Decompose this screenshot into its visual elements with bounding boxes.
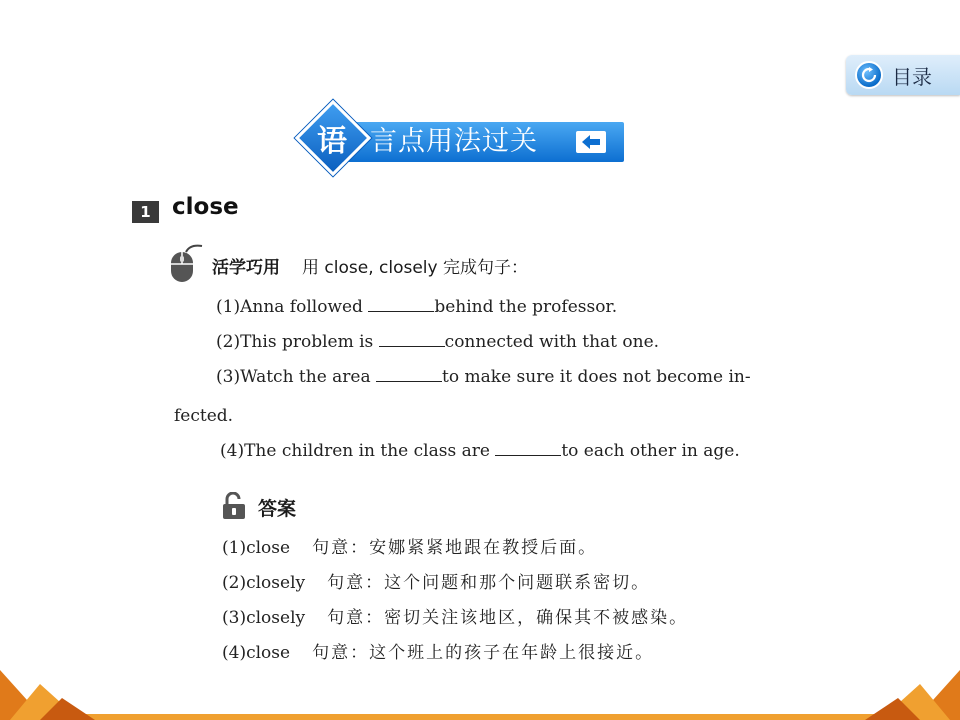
toc-button[interactable] <box>846 55 960 95</box>
question-3 <box>216 367 751 387</box>
question-text: Anna followed <box>240 297 369 317</box>
answer-3 <box>222 603 688 628</box>
refresh-circle-icon <box>855 61 883 89</box>
question-2 <box>216 332 659 352</box>
practice-heading <box>212 253 528 278</box>
answer-number: (1) <box>222 538 247 558</box>
section-banner <box>298 108 626 174</box>
answer-title: 答案 <box>258 498 297 520</box>
question-4 <box>220 441 740 461</box>
question-3-continuation: fected. <box>174 406 234 426</box>
bottom-strip <box>0 714 960 720</box>
question-number: (1) <box>216 297 241 317</box>
mouse-icon <box>168 242 204 288</box>
question-text: The children in the class are <box>244 441 496 461</box>
bottom-left-decoration <box>0 660 110 720</box>
answer-meaning: 句意：安娜紧紧地跟在教授后面。 <box>312 538 598 558</box>
answer-1 <box>222 533 597 558</box>
answer-word: close <box>246 538 291 558</box>
toc-label: 目录 <box>892 64 932 89</box>
banner-first-char: 语 <box>317 124 347 159</box>
item-word: close <box>172 194 239 220</box>
question-text: This problem is <box>240 332 379 352</box>
question-1 <box>216 297 617 317</box>
answer-4 <box>222 638 654 663</box>
bottom-right-decoration <box>850 660 960 720</box>
answer-number: (3) <box>222 608 247 628</box>
answer-blank <box>376 367 442 382</box>
question-number: (2) <box>216 332 241 352</box>
answer-number: (2) <box>222 573 247 593</box>
banner-title: 言点用法过关 <box>370 126 538 157</box>
question-number: (4) <box>220 441 245 461</box>
practice-instruction: 用 close, closely 完成句子： <box>302 258 528 278</box>
practice-title: 活学巧用 <box>212 258 280 278</box>
answer-meaning: 句意：这个问题和那个问题联系密切。 <box>327 573 651 593</box>
answer-2 <box>222 568 650 593</box>
answer-word: close <box>246 643 291 663</box>
question-text: to make sure it does not become in- <box>442 367 751 387</box>
answer-meaning: 句意：这个班上的孩子在年龄上很接近。 <box>312 643 655 663</box>
answer-meaning: 句意：密切关注该地区，确保其不被感染。 <box>327 608 689 628</box>
answer-word: closely <box>246 573 306 593</box>
answer-blank <box>368 297 434 312</box>
unlock-icon <box>221 492 247 524</box>
answer-number: (4) <box>222 643 247 663</box>
answer-blank <box>379 332 445 347</box>
question-text: Watch the area <box>240 367 377 387</box>
question-text: to each other in age. <box>561 441 740 461</box>
question-text: connected with that one. <box>444 332 660 352</box>
question-text: behind the professor. <box>434 297 618 317</box>
back-arrow-icon[interactable] <box>576 131 606 153</box>
answer-blank <box>495 441 561 456</box>
answer-word: closely <box>246 608 306 628</box>
item-number-badge: 1 <box>132 201 159 223</box>
question-number: (3) <box>216 367 241 387</box>
